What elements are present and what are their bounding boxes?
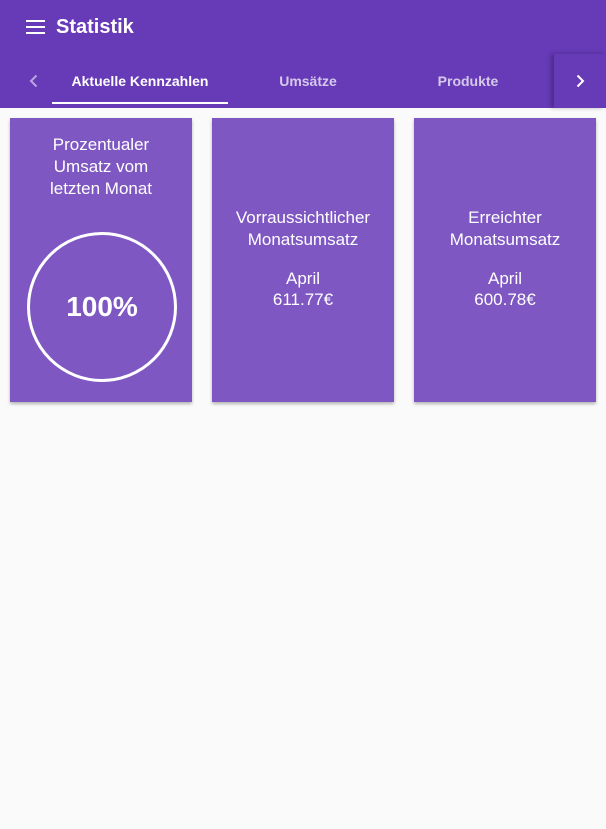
title-line: Erreichter [468, 208, 542, 227]
chevron-left-icon [28, 74, 40, 88]
tab-umsaetze[interactable]: Umsätze [279, 73, 337, 89]
tab-aktuelle-kennzahlen[interactable]: Aktuelle Kennzahlen [71, 73, 209, 89]
title-line: Monatsumsatz [449, 230, 561, 249]
forecast-card-title [212, 207, 394, 251]
app-title: Statistik [56, 16, 134, 38]
toolbar [0, 0, 606, 54]
forecast-month: April [285, 269, 320, 288]
percentage-ring [27, 232, 177, 382]
percentage-card [10, 118, 192, 402]
tab-produkte[interactable]: Produkte [437, 73, 499, 89]
menu-icon-bar [26, 26, 45, 28]
percentage-value: 100% [66, 291, 138, 322]
title-line: Prozentualer [52, 135, 150, 154]
menu-icon-bar [26, 32, 45, 34]
percentage-card-title [10, 134, 192, 200]
tab-bar [0, 54, 606, 108]
title-line: Umsatz vom [53, 157, 149, 176]
chevron-right-icon [574, 74, 586, 88]
achieved-value: 600.78€ [474, 290, 536, 309]
achieved-card [414, 118, 596, 402]
tab-scroll-left-button[interactable] [16, 54, 52, 108]
menu-icon[interactable] [20, 12, 52, 42]
title-line: Monatsumsatz [247, 230, 359, 249]
forecast-value: 611.77€ [272, 290, 334, 309]
achieved-month: April [487, 269, 522, 288]
menu-icon-bar [26, 20, 45, 22]
tab-scroll-right-button[interactable] [554, 54, 606, 108]
achieved-card-title [414, 207, 596, 251]
title-line: Vorraussichtlicher [235, 208, 371, 227]
forecast-card [212, 118, 394, 402]
active-tab-indicator [52, 102, 228, 104]
app-bar [0, 0, 606, 108]
title-line: letzten Monat [49, 179, 153, 198]
